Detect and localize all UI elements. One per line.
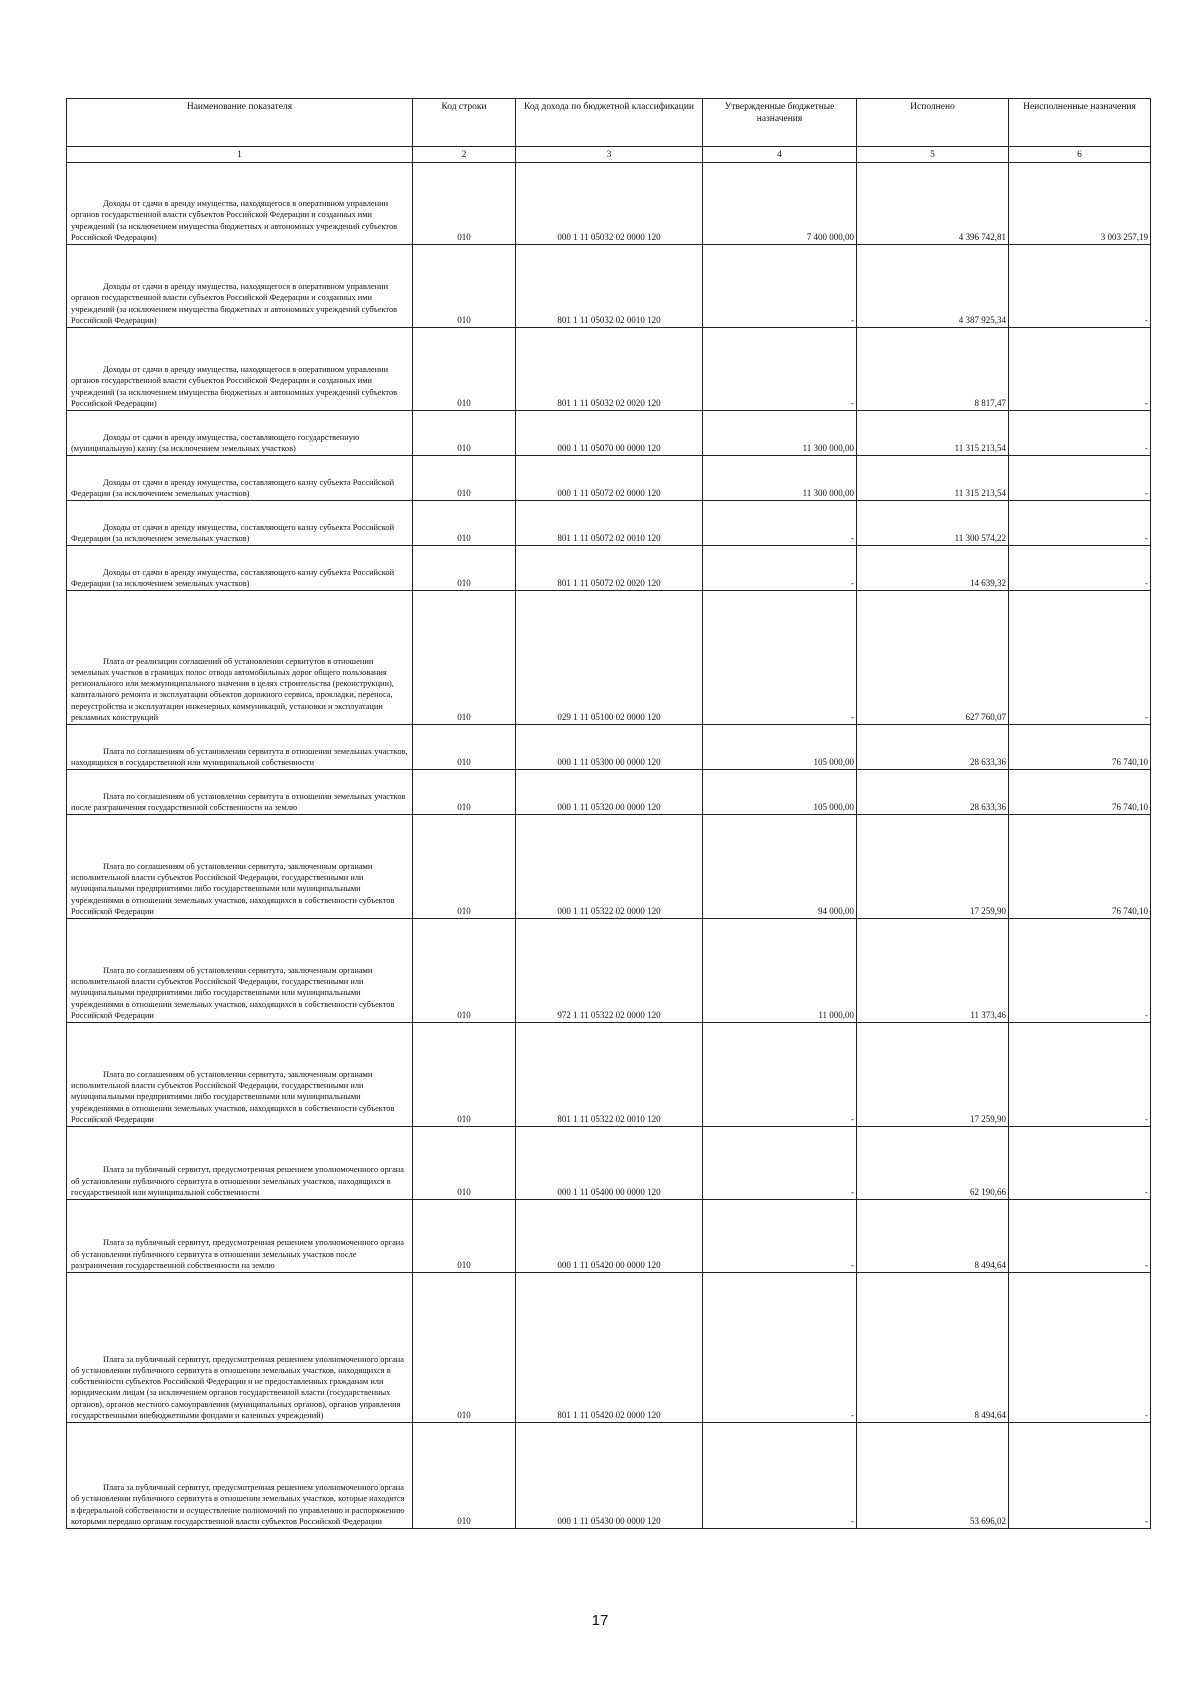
header-income-code: Код дохода по бюджетной классификации <box>516 99 703 147</box>
indicator-name-cell: Плата за публичный сервитут, предусмотренная решением уполномоченного органа об установлении публичного сервитута в отношении земельных участков, находящихся в государственной или муниципальной собственности <box>67 1127 413 1200</box>
unexecuted-cell: - <box>1009 1273 1151 1423</box>
executed-cell: 17 259,90 <box>857 1023 1009 1127</box>
line-code-cell: 010 <box>413 1023 516 1127</box>
unexecuted-cell: - <box>1009 1423 1151 1529</box>
table-row <box>67 328 1151 411</box>
line-code-cell: 010 <box>413 245 516 328</box>
executed-cell: 11 300 574,22 <box>857 501 1009 546</box>
table-row <box>67 1423 1151 1529</box>
column-number: 3 <box>516 147 703 163</box>
executed-cell: 53 696,02 <box>857 1423 1009 1529</box>
column-number: 5 <box>857 147 1009 163</box>
approved-cell: - <box>703 1023 857 1127</box>
indicator-name-cell: Плата по соглашениям об установлении сервитута в отношении земельных участков после разграничения государственной собственности на землю <box>67 770 413 815</box>
column-number: 1 <box>67 147 413 163</box>
income-code-cell: 000 1 11 05322 02 0000 120 <box>516 815 703 919</box>
page-number: 17 <box>591 1612 609 1629</box>
table-row <box>67 501 1151 546</box>
line-code-cell: 010 <box>413 546 516 591</box>
income-code-cell: 000 1 11 05072 02 0000 120 <box>516 456 703 501</box>
unexecuted-cell: 3 003 257,19 <box>1009 163 1151 245</box>
indicator-name-cell: Доходы от сдачи в аренду имущества, составляющего казну субъекта Российской Федерации (за исключением земельных участков) <box>67 456 413 501</box>
indicator-name-cell: Плата от реализации соглашений об установлении сервитутов в отношении земельных участков в границах полос отвода автомобильных дорог общего пользования регионального или межмуниципального значения в целях строительства (реконструкции), капитального ремонта и эксплуатации объектов дорожного сервиса, прокладки, переноса, переустройства и эксплуатации инженерных коммуникаций, установки и эксплуатации рекламных конструкций <box>67 591 413 725</box>
executed-cell: 11 315 213,54 <box>857 456 1009 501</box>
income-code-cell: 000 1 11 05400 00 0000 120 <box>516 1127 703 1200</box>
table-row <box>67 725 1151 770</box>
line-code-cell: 010 <box>413 328 516 411</box>
line-code-cell: 010 <box>413 770 516 815</box>
income-code-cell: 000 1 11 05320 00 0000 120 <box>516 770 703 815</box>
header-indicator-name: Наименование показателя <box>67 99 413 147</box>
table-row <box>67 163 1151 245</box>
approved-cell: - <box>703 1127 857 1200</box>
column-number: 2 <box>413 147 516 163</box>
line-code-cell: 010 <box>413 919 516 1023</box>
approved-cell: 11 300 000,00 <box>703 411 857 456</box>
approved-cell: - <box>703 546 857 591</box>
income-code-cell: 000 1 11 05032 02 0000 120 <box>516 163 703 245</box>
line-code-cell: 010 <box>413 411 516 456</box>
table-row <box>67 770 1151 815</box>
indicator-name-cell: Плата по соглашениям об установлении сервитута, заключенным органами исполнительной власти субъектов Российской Федерации, государственными или муниципальными предприятиями либо государственными или муниципальными учреждениями в отношении земельных участков, находящихся в собственности субъектов Российской Федерации <box>67 919 413 1023</box>
indicator-name-cell: Плата по соглашениям об установлении сервитута, заключенным органами исполнительной власти субъектов Российской Федерации, государственными или муниципальными предприятиями либо государственными или муниципальными учреждениями в отношении земельных участков, находящихся в собственности субъектов Российской Федерации <box>67 815 413 919</box>
approved-cell: - <box>703 501 857 546</box>
indicator-name-cell: Доходы от сдачи в аренду имущества, составляющего казну субъекта Российской Федерации (за исключением земельных участков) <box>67 546 413 591</box>
column-number: 4 <box>703 147 857 163</box>
income-code-cell: 801 1 11 05072 02 0020 120 <box>516 546 703 591</box>
unexecuted-cell: - <box>1009 919 1151 1023</box>
unexecuted-cell: - <box>1009 1200 1151 1273</box>
table-row <box>67 1273 1151 1423</box>
table-row <box>67 815 1151 919</box>
income-code-cell: 801 1 11 05072 02 0010 120 <box>516 501 703 546</box>
approved-cell: 105 000,00 <box>703 770 857 815</box>
income-code-cell: 000 1 11 05300 00 0000 120 <box>516 725 703 770</box>
budget-execution-table <box>66 98 1151 1529</box>
unexecuted-cell: - <box>1009 501 1151 546</box>
table-row <box>67 1023 1151 1127</box>
approved-cell: 11 000,00 <box>703 919 857 1023</box>
unexecuted-cell: 76 740,10 <box>1009 725 1151 770</box>
executed-cell: 8 817,47 <box>857 328 1009 411</box>
indicator-name-cell: Доходы от сдачи в аренду имущества, составляющего казну субъекта Российской Федерации (за исключением земельных участков) <box>67 501 413 546</box>
unexecuted-cell: - <box>1009 456 1151 501</box>
executed-cell: 8 494,64 <box>857 1200 1009 1273</box>
table-row <box>67 1200 1151 1273</box>
table-row <box>67 591 1151 725</box>
unexecuted-cell: - <box>1009 1127 1151 1200</box>
table-row <box>67 245 1151 328</box>
header-approved: Утвержденные бюджетные назначения <box>703 99 857 147</box>
table-row <box>67 1127 1151 1200</box>
table-row <box>67 919 1151 1023</box>
line-code-cell: 010 <box>413 1200 516 1273</box>
unexecuted-cell: 76 740,10 <box>1009 770 1151 815</box>
income-code-cell: 801 1 11 05032 02 0010 120 <box>516 245 703 328</box>
table-row <box>67 546 1151 591</box>
line-code-cell: 010 <box>413 591 516 725</box>
income-code-cell: 000 1 11 05070 00 0000 120 <box>516 411 703 456</box>
income-code-cell: 000 1 11 05430 00 0000 120 <box>516 1423 703 1529</box>
unexecuted-cell: - <box>1009 591 1151 725</box>
income-code-cell: 801 1 11 05322 02 0010 120 <box>516 1023 703 1127</box>
header-unexecuted: Неисполненные назначения <box>1009 99 1151 147</box>
unexecuted-cell: - <box>1009 328 1151 411</box>
executed-cell: 14 639,32 <box>857 546 1009 591</box>
indicator-name-cell: Доходы от сдачи в аренду имущества, находящегося в оперативном управлении органов государственной власти субъектов Российской Федерации и созданных ими учреждений (за исключением имущества бюджетных и автономных учреждений субъектов Российской Федерации) <box>67 328 413 411</box>
unexecuted-cell: - <box>1009 546 1151 591</box>
column-number-row <box>67 147 1151 163</box>
executed-cell: 28 633,36 <box>857 725 1009 770</box>
indicator-name-cell: Плата за публичный сервитут, предусмотренная решением уполномоченного органа об установлении публичного сервитута в отношении земельных участков после разграничения государственной собственности на землю <box>67 1200 413 1273</box>
income-code-cell: 972 1 11 05322 02 0000 120 <box>516 919 703 1023</box>
executed-cell: 4 396 742,81 <box>857 163 1009 245</box>
income-code-cell: 000 1 11 05420 00 0000 120 <box>516 1200 703 1273</box>
income-code-cell: 029 1 11 05100 02 0000 120 <box>516 591 703 725</box>
approved-cell: 94 000,00 <box>703 815 857 919</box>
approved-cell: - <box>703 591 857 725</box>
approved-cell: 11 300 000,00 <box>703 456 857 501</box>
line-code-cell: 010 <box>413 456 516 501</box>
indicator-name-cell: Доходы от сдачи в аренду имущества, находящегося в оперативном управлении органов государственной власти субъектов Российской Федерации и созданных ими учреждений (за исключением имущества бюджетных и автономных учреждений субъектов Российской Федерации) <box>67 163 413 245</box>
approved-cell: - <box>703 328 857 411</box>
unexecuted-cell: - <box>1009 411 1151 456</box>
indicator-name-cell: Доходы от сдачи в аренду имущества, находящегося в оперативном управлении органов государственной власти субъектов Российской Федерации и созданных ими учреждений (за исключением имущества бюджетных и автономных учреждений субъектов Российской Федерации) <box>67 245 413 328</box>
executed-cell: 62 190,66 <box>857 1127 1009 1200</box>
indicator-name-cell: Плата по соглашениям об установлении сервитута в отношении земельных участков, находящихся в государственной или муниципальной собственности <box>67 725 413 770</box>
header-executed: Исполнено <box>857 99 1009 147</box>
executed-cell: 11 373,46 <box>857 919 1009 1023</box>
indicator-name-cell: Плата за публичный сервитут, предусмотренная решением уполномоченного органа об установлении публичного сервитута в отношении земельных участков, которые находятся в федеральной собственности и осуществление полномочий по управлению и распоряжению которыми передано органам государственной власти субъектов Российской Федерации <box>67 1423 413 1529</box>
unexecuted-cell: 76 740,10 <box>1009 815 1151 919</box>
executed-cell: 4 387 925,34 <box>857 245 1009 328</box>
executed-cell: 627 760,07 <box>857 591 1009 725</box>
approved-cell: - <box>703 1423 857 1529</box>
approved-cell: 7 400 000,00 <box>703 163 857 245</box>
header-row <box>67 99 1151 147</box>
line-code-cell: 010 <box>413 1423 516 1529</box>
executed-cell: 11 315 213,54 <box>857 411 1009 456</box>
line-code-cell: 010 <box>413 163 516 245</box>
executed-cell: 8 494,64 <box>857 1273 1009 1423</box>
unexecuted-cell: - <box>1009 1023 1151 1127</box>
line-code-cell: 010 <box>413 1127 516 1200</box>
table-row <box>67 411 1151 456</box>
line-code-cell: 010 <box>413 815 516 919</box>
column-number: 6 <box>1009 147 1151 163</box>
indicator-name-cell: Плата за публичный сервитут, предусмотренная решением уполномоченного органа об установлении публичного сервитута в отношении земельных участков, находящихся в собственности субъектов Российской Федерации и не предоставленных гражданам или юридическим лицам (за исключением органов государственной власти (государственных органов), органов местного самоуправления (муниципальных органов), органов управления государственными внебюджетными фондами и казенных учреждений) <box>67 1273 413 1423</box>
income-code-cell: 801 1 11 05032 02 0020 120 <box>516 328 703 411</box>
approved-cell: - <box>703 245 857 328</box>
approved-cell: 105 000,00 <box>703 725 857 770</box>
approved-cell: - <box>703 1273 857 1423</box>
executed-cell: 28 633,36 <box>857 770 1009 815</box>
line-code-cell: 010 <box>413 1273 516 1423</box>
indicator-name-cell: Плата по соглашениям об установлении сервитута, заключенным органами исполнительной власти субъектов Российской Федерации, государственными или муниципальными предприятиями либо государственными или муниципальными учреждениями в отношении земельных участков, находящихся в собственности субъектов Российской Федерации <box>67 1023 413 1127</box>
income-code-cell: 801 1 11 05420 02 0000 120 <box>516 1273 703 1423</box>
executed-cell: 17 259,90 <box>857 815 1009 919</box>
indicator-name-cell: Доходы от сдачи в аренду имущества, составляющего государственную (муниципальную) казну (за исключением земельных участков) <box>67 411 413 456</box>
table-row <box>67 456 1151 501</box>
line-code-cell: 010 <box>413 725 516 770</box>
line-code-cell: 010 <box>413 501 516 546</box>
unexecuted-cell: - <box>1009 245 1151 328</box>
header-line-code: Код строки <box>413 99 516 147</box>
approved-cell: - <box>703 1200 857 1273</box>
